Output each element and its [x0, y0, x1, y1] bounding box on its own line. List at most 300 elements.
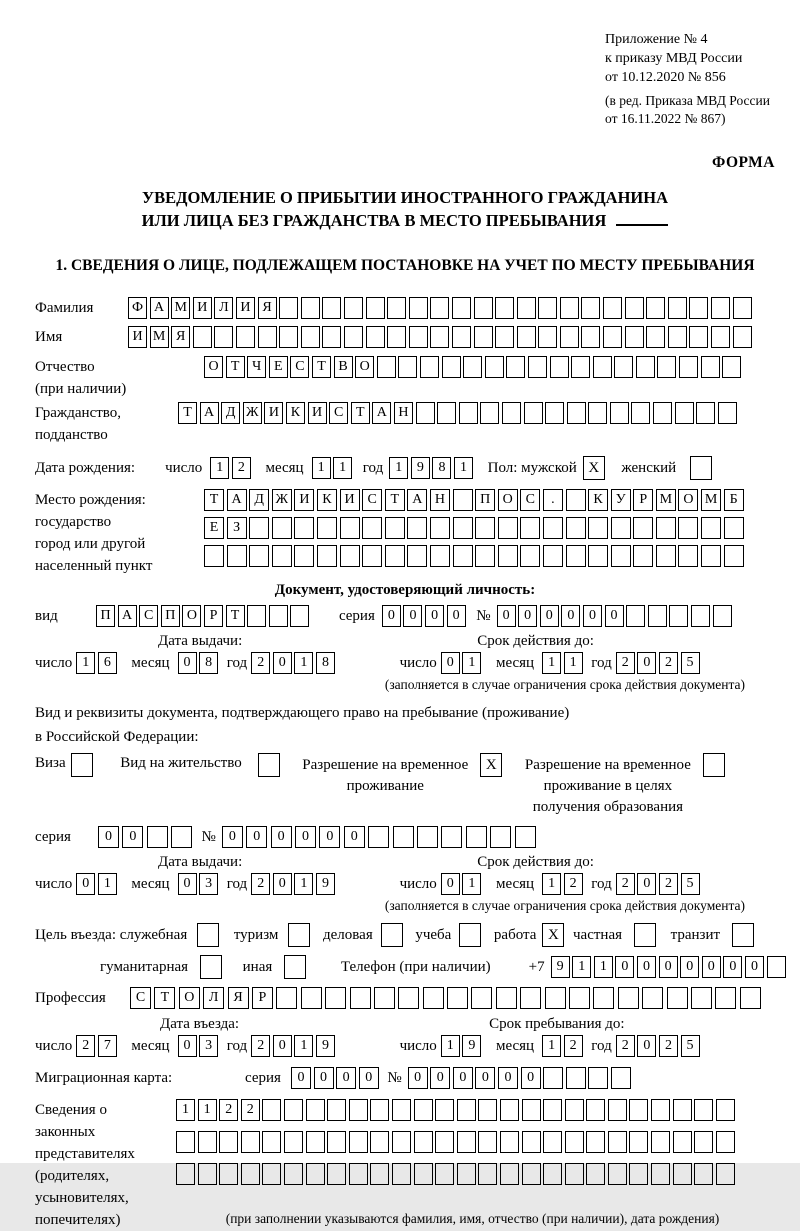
doc-number-cell[interactable] [648, 605, 667, 627]
representatives-cell[interactable] [608, 1099, 627, 1121]
phone-cell[interactable]: 0 [637, 956, 656, 978]
birth-place-cell[interactable]: М [656, 489, 676, 511]
rvp-number-cell[interactable] [515, 826, 536, 848]
profession-cell[interactable] [374, 987, 395, 1009]
birth-place-cell[interactable]: О [498, 489, 518, 511]
representatives-cell[interactable] [414, 1131, 433, 1153]
representatives-cell[interactable] [176, 1163, 195, 1185]
surname-cell[interactable]: А [150, 297, 169, 319]
birth-place-cell[interactable] [656, 545, 676, 567]
representatives-cell[interactable] [716, 1131, 735, 1153]
representatives-cell[interactable] [370, 1131, 389, 1153]
profession-cell[interactable] [423, 987, 444, 1009]
residence-permit-checkbox-cell[interactable] [258, 753, 280, 777]
doc-kind-cell[interactable]: П [96, 605, 115, 627]
phone-cell[interactable]: 1 [594, 956, 613, 978]
representatives-cell[interactable] [478, 1099, 497, 1121]
profession-cell[interactable]: Т [154, 987, 175, 1009]
representatives-cell[interactable] [500, 1099, 519, 1121]
representatives-cell[interactable] [716, 1163, 735, 1185]
birth-year-cell[interactable]: 1 [454, 457, 473, 479]
surname-cell[interactable] [430, 297, 449, 319]
rvp-number-cell[interactable] [466, 826, 487, 848]
representatives-cell[interactable] [673, 1131, 692, 1153]
name-cell[interactable] [214, 326, 233, 348]
citizenship-cell[interactable] [437, 402, 456, 424]
citizenship-cell[interactable] [502, 402, 521, 424]
rvp-valid-year-cell[interactable]: 5 [681, 873, 700, 895]
representatives-cell[interactable] [522, 1163, 541, 1185]
representatives-cell[interactable] [284, 1163, 303, 1185]
citizenship-cell[interactable]: Д [221, 402, 240, 424]
representatives-cell[interactable] [262, 1131, 281, 1153]
rvp-issue-year-cell[interactable]: 2 [251, 873, 270, 895]
birth-day-cell[interactable]: 1 [210, 457, 229, 479]
purpose-business-checkbox-cell[interactable] [381, 923, 403, 947]
name-cell[interactable] [668, 326, 687, 348]
representatives-cell[interactable] [262, 1163, 281, 1185]
citizenship-cell[interactable] [480, 402, 499, 424]
patronymic-cell[interactable] [485, 356, 504, 378]
rvp-number-cell[interactable]: 0 [222, 826, 243, 848]
profession-cell[interactable] [350, 987, 371, 1009]
doc-number-cell[interactable]: 0 [518, 605, 537, 627]
representatives-cell[interactable] [629, 1163, 648, 1185]
surname-cell[interactable] [733, 297, 752, 319]
citizenship-cell[interactable]: Ж [243, 402, 262, 424]
representatives-cell[interactable] [176, 1131, 195, 1153]
phone-cell[interactable]: 0 [702, 956, 721, 978]
profession-cell[interactable] [496, 987, 517, 1009]
birth-place-cell[interactable] [656, 517, 676, 539]
birth-month-cell[interactable]: 1 [333, 457, 352, 479]
entry-year-cell[interactable]: 2 [251, 1035, 270, 1057]
name-cell[interactable] [258, 326, 277, 348]
birth-place-cell[interactable]: П [475, 489, 495, 511]
mc-number-cell[interactable] [611, 1067, 631, 1089]
profession-cell[interactable] [520, 987, 541, 1009]
rvp-issue-year-cell[interactable]: 0 [273, 873, 292, 895]
doc-kind-cell[interactable] [290, 605, 309, 627]
birth-place-cell[interactable] [340, 517, 360, 539]
representatives-cell[interactable] [565, 1099, 584, 1121]
representatives-cell[interactable] [306, 1163, 325, 1185]
name-cell[interactable] [603, 326, 622, 348]
rvp-valid-month-cell[interactable]: 2 [564, 873, 583, 895]
rvp-issue-year-cell[interactable]: 1 [294, 873, 313, 895]
representatives-cell[interactable] [457, 1099, 476, 1121]
representatives-cell[interactable] [586, 1099, 605, 1121]
phone-cell[interactable]: 9 [551, 956, 570, 978]
representatives-cell[interactable] [608, 1163, 627, 1185]
citizenship-cell[interactable]: С [329, 402, 348, 424]
representatives-cell[interactable] [457, 1163, 476, 1185]
birth-place-cell[interactable] [362, 545, 382, 567]
birth-place-cell[interactable] [701, 545, 721, 567]
citizenship-cell[interactable] [610, 402, 629, 424]
doc-number-cell[interactable]: 0 [561, 605, 580, 627]
entry-month-cell[interactable]: 0 [178, 1035, 197, 1057]
name-cell[interactable] [689, 326, 708, 348]
mc-number-cell[interactable]: 0 [475, 1067, 495, 1089]
name-cell[interactable] [646, 326, 665, 348]
doc-number-cell[interactable] [713, 605, 732, 627]
doc-issue-day-cell[interactable]: 6 [98, 652, 117, 674]
citizenship-cell[interactable] [416, 402, 435, 424]
birth-place-cell[interactable] [701, 517, 721, 539]
representatives-cell[interactable] [651, 1131, 670, 1153]
surname-cell[interactable] [517, 297, 536, 319]
birth-year-cell[interactable]: 8 [432, 457, 451, 479]
visa-checkbox-cell[interactable] [71, 753, 93, 777]
representatives-cell[interactable] [349, 1163, 368, 1185]
phone-cell[interactable]: 0 [723, 956, 742, 978]
representatives-cell[interactable] [629, 1131, 648, 1153]
birth-place-cell[interactable] [294, 545, 314, 567]
citizenship-cell[interactable] [718, 402, 737, 424]
name-cell[interactable] [474, 326, 493, 348]
doc-valid-month-cell[interactable]: 1 [564, 652, 583, 674]
rvp-number-cell[interactable] [417, 826, 438, 848]
stay-day-cell[interactable]: 9 [462, 1035, 481, 1057]
representatives-cell[interactable] [500, 1163, 519, 1185]
purpose-private-checkbox-cell[interactable] [634, 923, 656, 947]
birth-place-cell[interactable] [430, 545, 450, 567]
doc-valid-year-cell[interactable]: 5 [681, 652, 700, 674]
representatives-cell[interactable]: 2 [241, 1099, 260, 1121]
rvp-issue-month-cell[interactable]: 3 [199, 873, 218, 895]
patronymic-cell[interactable] [722, 356, 741, 378]
entry-day-cell[interactable]: 2 [76, 1035, 95, 1057]
birth-place-cell[interactable]: Т [385, 489, 405, 511]
birth-place-cell[interactable]: К [588, 489, 608, 511]
birth-place-cell[interactable] [678, 545, 698, 567]
representatives-cell[interactable] [673, 1099, 692, 1121]
name-cell[interactable]: М [150, 326, 169, 348]
phone-cell[interactable]: 0 [659, 956, 678, 978]
patronymic-cell[interactable]: Т [312, 356, 331, 378]
citizenship-cell[interactable]: И [264, 402, 283, 424]
surname-cell[interactable] [409, 297, 428, 319]
entry-month-cell[interactable]: 3 [199, 1035, 218, 1057]
representatives-cell[interactable] [435, 1099, 454, 1121]
doc-valid-day-cell[interactable]: 1 [462, 652, 481, 674]
surname-cell[interactable] [495, 297, 514, 319]
birth-place-cell[interactable] [543, 517, 563, 539]
patronymic-cell[interactable] [657, 356, 676, 378]
mc-number-cell[interactable]: 0 [521, 1067, 541, 1089]
profession-cell[interactable]: О [179, 987, 200, 1009]
surname-cell[interactable] [646, 297, 665, 319]
mc-number-cell[interactable]: 0 [408, 1067, 428, 1089]
birth-place-cell[interactable]: У [611, 489, 631, 511]
entry-year-cell[interactable]: 9 [316, 1035, 335, 1057]
representatives-cell[interactable] [327, 1163, 346, 1185]
birth-place-cell[interactable] [724, 517, 744, 539]
doc-number-cell[interactable]: 0 [583, 605, 602, 627]
birth-place-cell[interactable]: А [227, 489, 247, 511]
representatives-cell[interactable] [392, 1099, 411, 1121]
name-cell[interactable] [387, 326, 406, 348]
representatives-cell[interactable] [198, 1163, 217, 1185]
citizenship-cell[interactable]: Т [178, 402, 197, 424]
purpose-tourism-checkbox-cell[interactable] [288, 923, 310, 947]
name-cell[interactable] [279, 326, 298, 348]
birth-place-cell[interactable] [611, 517, 631, 539]
profession-cell[interactable] [447, 987, 468, 1009]
birth-place-cell[interactable]: К [317, 489, 337, 511]
surname-cell[interactable]: И [236, 297, 255, 319]
citizenship-cell[interactable] [545, 402, 564, 424]
rvp-issue-day-cell[interactable]: 1 [98, 873, 117, 895]
birth-month-cell[interactable]: 1 [312, 457, 331, 479]
surname-cell[interactable] [344, 297, 363, 319]
mc-series-cell[interactable]: 0 [291, 1067, 311, 1089]
purpose-other-checkbox-cell[interactable] [284, 955, 306, 979]
birth-place-cell[interactable] [475, 545, 495, 567]
citizenship-cell[interactable] [524, 402, 543, 424]
doc-kind-cell[interactable]: О [182, 605, 201, 627]
birth-place-cell[interactable]: С [362, 489, 382, 511]
surname-cell[interactable] [668, 297, 687, 319]
birth-place-cell[interactable]: С [520, 489, 540, 511]
doc-series-cell[interactable]: 0 [382, 605, 401, 627]
representatives-cell[interactable] [198, 1131, 217, 1153]
name-cell[interactable]: И [128, 326, 147, 348]
doc-kind-cell[interactable]: Р [204, 605, 223, 627]
surname-cell[interactable] [474, 297, 493, 319]
representatives-cell[interactable] [414, 1099, 433, 1121]
birth-place-cell[interactable] [566, 545, 586, 567]
rvp-issue-month-cell[interactable]: 0 [178, 873, 197, 895]
citizenship-cell[interactable] [588, 402, 607, 424]
citizenship-cell[interactable]: К [286, 402, 305, 424]
birth-place-cell[interactable] [498, 545, 518, 567]
representatives-cell[interactable]: 1 [176, 1099, 195, 1121]
rvp-issue-year-cell[interactable]: 9 [316, 873, 335, 895]
rvp-valid-year-cell[interactable]: 2 [616, 873, 635, 895]
rvp-valid-month-cell[interactable]: 1 [542, 873, 561, 895]
profession-cell[interactable] [325, 987, 346, 1009]
phone-cell[interactable] [767, 956, 786, 978]
representatives-cell[interactable] [219, 1163, 238, 1185]
citizenship-cell[interactable] [653, 402, 672, 424]
representatives-cell[interactable] [565, 1131, 584, 1153]
profession-cell[interactable]: С [130, 987, 151, 1009]
birth-place-cell[interactable] [317, 517, 337, 539]
representatives-cell[interactable] [435, 1163, 454, 1185]
surname-cell[interactable] [689, 297, 708, 319]
mc-number-cell[interactable]: 0 [430, 1067, 450, 1089]
birth-place-cell[interactable] [678, 517, 698, 539]
patronymic-cell[interactable]: С [290, 356, 309, 378]
citizenship-cell[interactable] [631, 402, 650, 424]
birth-place-cell[interactable] [633, 545, 653, 567]
citizenship-cell[interactable]: А [200, 402, 219, 424]
birth-place-cell[interactable] [249, 545, 269, 567]
representatives-cell[interactable] [414, 1163, 433, 1185]
birth-place-cell[interactable] [385, 517, 405, 539]
representatives-cell[interactable] [262, 1099, 281, 1121]
birth-place-cell[interactable]: Н [430, 489, 450, 511]
rvp-valid-day-cell[interactable]: 1 [462, 873, 481, 895]
birth-place-cell[interactable] [430, 517, 450, 539]
representatives-cell[interactable] [327, 1131, 346, 1153]
doc-valid-year-cell[interactable]: 0 [637, 652, 656, 674]
stay-year-cell[interactable]: 2 [616, 1035, 635, 1057]
birth-place-cell[interactable]: И [294, 489, 314, 511]
stay-month-cell[interactable]: 1 [542, 1035, 561, 1057]
birth-place-cell[interactable]: Д [249, 489, 269, 511]
rvp-number-cell[interactable]: 0 [271, 826, 292, 848]
patronymic-cell[interactable] [550, 356, 569, 378]
profession-cell[interactable] [301, 987, 322, 1009]
name-cell[interactable] [538, 326, 557, 348]
patronymic-cell[interactable] [528, 356, 547, 378]
surname-cell[interactable] [366, 297, 385, 319]
name-cell[interactable] [711, 326, 730, 348]
birth-place-cell[interactable] [520, 517, 540, 539]
representatives-cell[interactable] [306, 1131, 325, 1153]
doc-valid-day-cell[interactable]: 0 [441, 652, 460, 674]
doc-issue-year-cell[interactable]: 2 [251, 652, 270, 674]
name-cell[interactable] [430, 326, 449, 348]
rvp-number-cell[interactable] [393, 826, 414, 848]
name-cell[interactable] [581, 326, 600, 348]
birth-place-cell[interactable] [362, 517, 382, 539]
representatives-cell[interactable] [673, 1163, 692, 1185]
birth-place-cell[interactable]: Т [204, 489, 224, 511]
rvp-series-cell[interactable] [147, 826, 168, 848]
patronymic-cell[interactable] [377, 356, 396, 378]
birth-place-cell[interactable] [611, 545, 631, 567]
rvp-number-cell[interactable] [368, 826, 389, 848]
phone-cell[interactable]: 1 [572, 956, 591, 978]
doc-kind-cell[interactable]: С [139, 605, 158, 627]
birth-place-cell[interactable] [498, 517, 518, 539]
representatives-cell[interactable] [392, 1163, 411, 1185]
doc-number-cell[interactable]: 0 [605, 605, 624, 627]
surname-cell[interactable]: М [171, 297, 190, 319]
birth-place-cell[interactable] [453, 489, 473, 511]
representatives-cell[interactable] [565, 1163, 584, 1185]
purpose-work-checkbox-cell[interactable]: X [542, 923, 564, 947]
doc-series-cell[interactable]: 0 [403, 605, 422, 627]
representatives-cell[interactable] [500, 1131, 519, 1153]
birth-place-cell[interactable] [385, 545, 405, 567]
birth-place-cell[interactable] [272, 517, 292, 539]
representatives-cell[interactable] [370, 1099, 389, 1121]
birth-place-cell[interactable] [633, 517, 653, 539]
rvp-series-cell[interactable]: 0 [122, 826, 143, 848]
patronymic-cell[interactable]: О [204, 356, 223, 378]
mc-number-cell[interactable]: 0 [498, 1067, 518, 1089]
rvp-series-cell[interactable] [171, 826, 192, 848]
rvp-series-cell[interactable]: 0 [98, 826, 119, 848]
surname-cell[interactable]: Ф [128, 297, 147, 319]
doc-valid-year-cell[interactable]: 2 [659, 652, 678, 674]
birth-place-cell[interactable]: З [227, 517, 247, 539]
phone-cell[interactable]: 0 [680, 956, 699, 978]
patronymic-cell[interactable] [506, 356, 525, 378]
profession-cell[interactable] [618, 987, 639, 1009]
doc-number-cell[interactable] [626, 605, 645, 627]
purpose-humanitarian-checkbox-cell[interactable] [200, 955, 222, 979]
sex-male-checkbox-cell[interactable]: X [583, 456, 605, 480]
representatives-cell[interactable] [435, 1131, 454, 1153]
birth-place-cell[interactable]: Р [633, 489, 653, 511]
mc-number-cell[interactable] [588, 1067, 608, 1089]
representatives-cell[interactable] [522, 1099, 541, 1121]
profession-cell[interactable]: Л [203, 987, 224, 1009]
doc-valid-year-cell[interactable]: 2 [616, 652, 635, 674]
phone-cell[interactable]: 0 [615, 956, 634, 978]
surname-cell[interactable] [711, 297, 730, 319]
birth-place-cell[interactable]: М [701, 489, 721, 511]
sex-female-checkbox-cell[interactable] [690, 456, 712, 480]
temp-permit-checkbox-cell[interactable]: X [480, 753, 502, 777]
name-cell[interactable]: Я [171, 326, 190, 348]
name-cell[interactable] [495, 326, 514, 348]
representatives-cell[interactable] [522, 1131, 541, 1153]
profession-cell[interactable] [715, 987, 736, 1009]
birth-place-cell[interactable]: Ж [272, 489, 292, 511]
doc-issue-month-cell[interactable]: 8 [199, 652, 218, 674]
birth-year-cell[interactable]: 1 [389, 457, 408, 479]
stay-month-cell[interactable]: 2 [564, 1035, 583, 1057]
mc-number-cell[interactable]: 0 [453, 1067, 473, 1089]
representatives-cell[interactable] [478, 1131, 497, 1153]
purpose-transit-checkbox-cell[interactable] [732, 923, 754, 947]
citizenship-cell[interactable]: И [308, 402, 327, 424]
patronymic-cell[interactable] [463, 356, 482, 378]
name-cell[interactable] [560, 326, 579, 348]
name-cell[interactable] [625, 326, 644, 348]
rvp-number-cell[interactable]: 0 [295, 826, 316, 848]
representatives-cell[interactable] [349, 1099, 368, 1121]
citizenship-cell[interactable]: Н [394, 402, 413, 424]
patronymic-cell[interactable] [636, 356, 655, 378]
patronymic-cell[interactable] [420, 356, 439, 378]
name-cell[interactable] [322, 326, 341, 348]
birth-place-cell[interactable] [249, 517, 269, 539]
name-cell[interactable] [236, 326, 255, 348]
birth-place-cell[interactable]: . [543, 489, 563, 511]
purpose-study-checkbox-cell[interactable] [459, 923, 481, 947]
birth-place-cell[interactable] [227, 545, 247, 567]
rvp-number-cell[interactable] [441, 826, 462, 848]
rvp-number-cell[interactable]: 0 [344, 826, 365, 848]
representatives-cell[interactable] [586, 1131, 605, 1153]
birth-place-cell[interactable]: Е [204, 517, 224, 539]
birth-place-cell[interactable] [407, 517, 427, 539]
representatives-cell[interactable] [306, 1099, 325, 1121]
entry-year-cell[interactable]: 1 [294, 1035, 313, 1057]
birth-year-cell[interactable]: 9 [411, 457, 430, 479]
doc-valid-month-cell[interactable]: 1 [542, 652, 561, 674]
birth-place-cell[interactable] [294, 517, 314, 539]
surname-cell[interactable]: Л [214, 297, 233, 319]
representatives-cell[interactable] [694, 1163, 713, 1185]
rvp-valid-year-cell[interactable]: 2 [659, 873, 678, 895]
birth-place-cell[interactable] [204, 545, 224, 567]
surname-cell[interactable] [301, 297, 320, 319]
mc-series-cell[interactable]: 0 [359, 1067, 379, 1089]
birth-place-cell[interactable]: А [407, 489, 427, 511]
rvp-issue-day-cell[interactable]: 0 [76, 873, 95, 895]
surname-cell[interactable] [625, 297, 644, 319]
mc-number-cell[interactable] [566, 1067, 586, 1089]
